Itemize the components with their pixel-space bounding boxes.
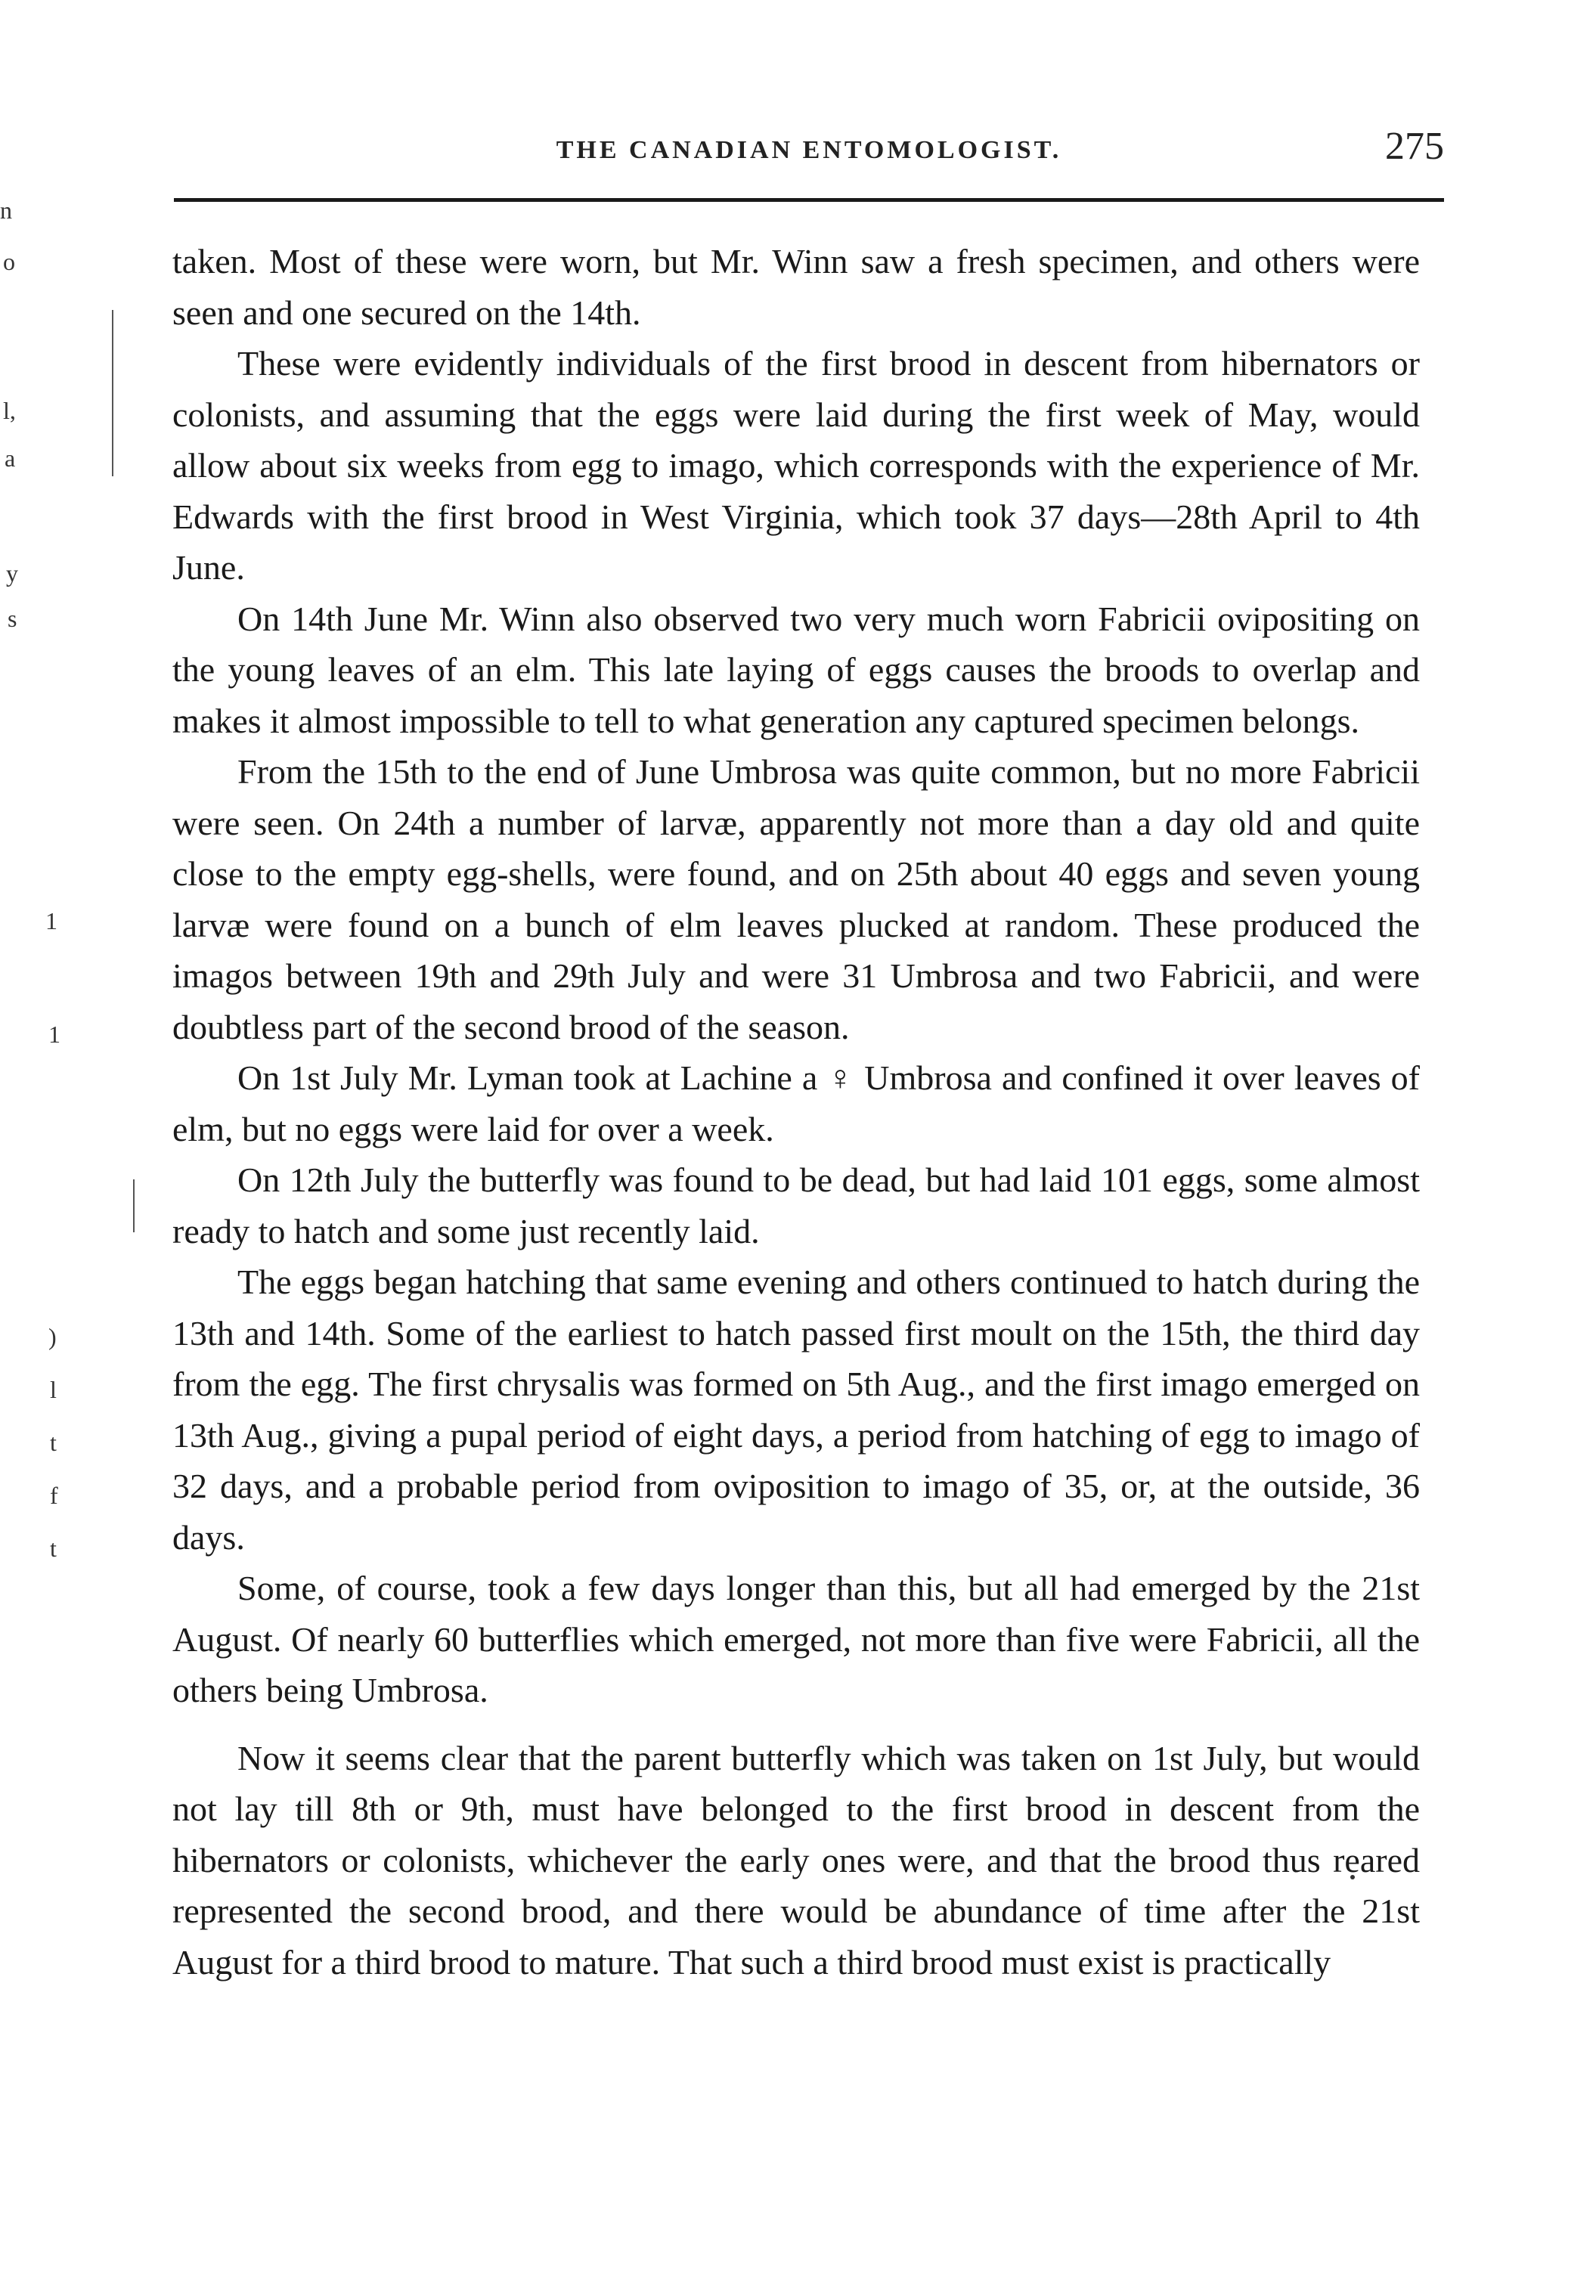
gutter-fragment: t [50,1535,57,1562]
article-body [172,236,1420,1988]
gutter-fragment: f [50,1482,58,1509]
running-title: THE CANADIAN ENTOMOLOGIST. [556,136,1062,164]
left-margin-bleed [0,181,106,1693]
gutter-fragment: o [3,248,15,275]
paragraph: These were evidently individuals of the first brood in descent from hibernators or colonists, and assuming that the eggs were laid during the first week of May, would allow about six weeks from egg to imago, which corresponds with the experience of Mr. Edwards with the first brood in West Virginia, which took 37 days—28th April to 4th June. [172,344,1420,587]
gutter-bleed-line [133,1179,135,1232]
paragraph: The eggs began hatching that same evening and others continued to hatch during the 13th and 14th. Some of the earliest to hatch passed first moult on the 15th, the third day from the egg. The first chrysalis was formed on 5th Aug., and the first imago emerged on 13th Aug., giving a pupal period of eight days, a period from hatching of egg to imago of 32 days, and a probable period from oviposition to imago of 35, or, at the outside, 36 days. [172,1263,1420,1557]
gutter-bleed-line [112,310,113,476]
paragraph: On 14th June Mr. Winn also observed two very much worn Fabricii ovipositing on the young leaves of an elm. This late laying of eggs causes the broods to overlap and makes it almost impossible to tell to what generation any captured specimen belongs. [172,599,1420,740]
paragraph: Some, of course, took a few days longer than this, but all had emerged by the 21st August. Of nearly 60 butterflies which emerged, not more than five were Fabricii, all the others being Umbrosa. [172,1569,1420,1709]
header-rule [174,198,1444,202]
gutter-fragment: n [0,197,12,224]
gutter-fragment: y [6,559,18,587]
paragraph: taken. Most of these were worn, but Mr. Winn saw a fresh specimen, and others were seen and one secured on the 14th. [172,242,1420,332]
gutter-fragment: a [5,445,16,472]
gutter-fragment: l, [3,397,16,424]
paragraph: From the 15th to the end of June Umbrosa was quite common, but no more Fabricii were seen. On 24th a number of larvæ, apparently not more than a day old and quite close to the empty egg-shells, were found, and on 25th about 40 eggs and seven young larvæ were found on a bunch of elm leaves plucked at random. These produced the imagos between 19th and 29th July and were 31 Umbrosa and two Fabricii, and were doubtless part of the second brood of the season. [172,752,1420,1046]
gutter-fragment: 1 [48,1021,60,1048]
gutter-fragment: s [8,605,17,632]
gutter-fragment: l [50,1376,57,1403]
gutter-fragment: 1 [45,907,57,934]
running-head [174,113,1444,174]
gutter-fragment: t [50,1429,57,1456]
paragraph: Now it seems clear that the parent butterfly which was taken on 1st July, but would not lay till 8th or 9th, must have belonged to the first brood in descent from the hibernators or colonists, whichever the early ones were, and that the brood thus reared represented the second brood, and there would be abundance of time after the 21st August for a third brood to mature. That such a third brood must exist is practically [172,1738,1420,1982]
page-number: 275 [1385,125,1444,168]
paragraph: On 12th July the butterfly was found to be dead, but had laid 101 eggs, some almost ready to hatch and some just recently laid. [172,1160,1420,1250]
gutter-fragment: ) [48,1323,57,1350]
paragraph: On 1st July Mr. Lyman took at Lachine a ♀ Umbrosa and confined it over leaves of elm, but no eggs were laid for over a week. [172,1058,1420,1148]
